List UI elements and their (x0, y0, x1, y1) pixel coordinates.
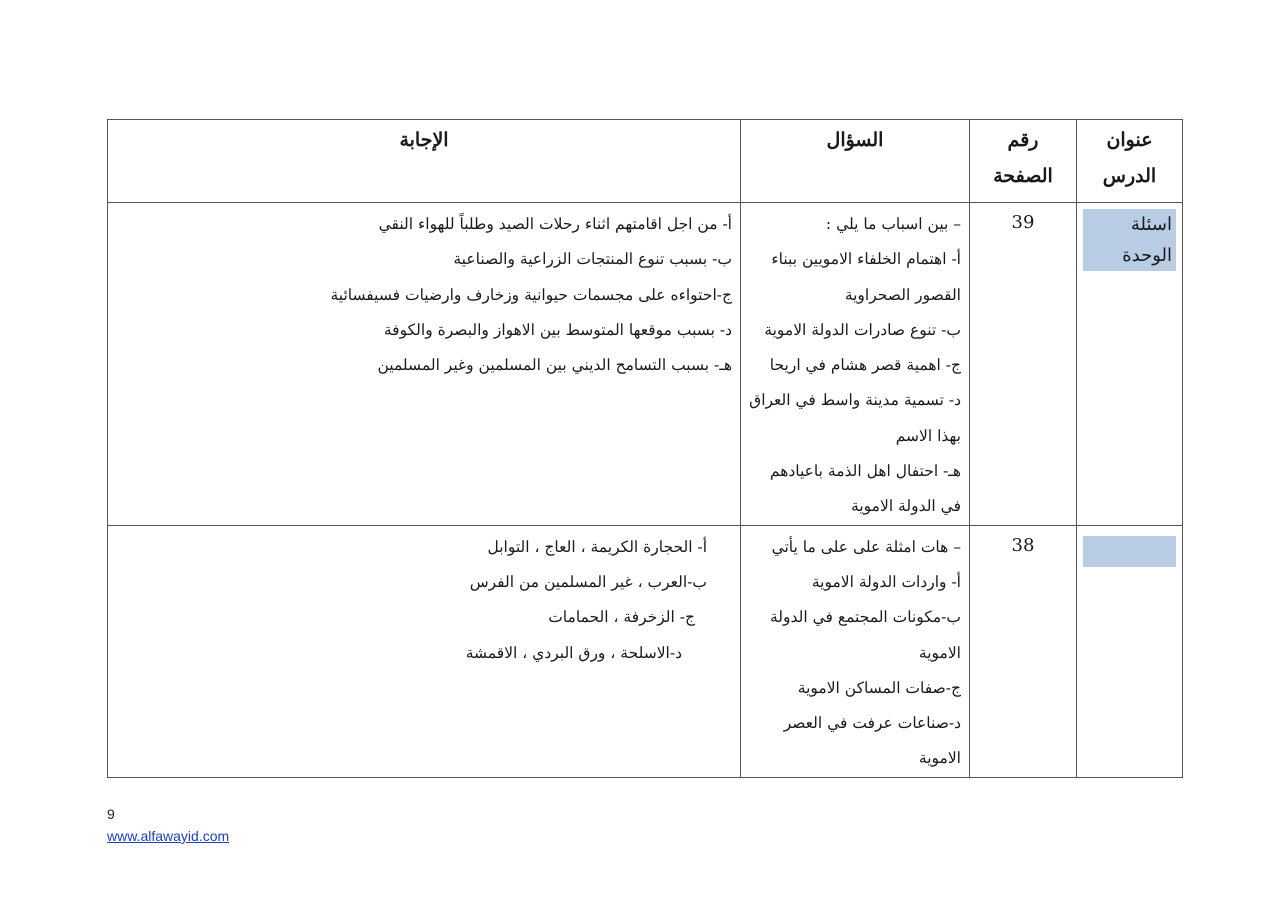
answer-line: د-الاسلحة ، ورق البردي ، الاقمشة (465, 643, 682, 662)
footer-website-link[interactable]: www.alfawayid.com (107, 828, 230, 844)
lesson-title: اسئلة الوحدة (1083, 209, 1176, 271)
page-number-cell: 38 (970, 525, 1077, 777)
header-page-number: رقم الصفحة (970, 120, 1077, 203)
question-line: د-صناعات عرفت في العصر (783, 714, 961, 733)
header-question: السؤال (741, 120, 970, 203)
header-lesson-title: عنوان الدرس (1077, 120, 1183, 203)
answer-line: ج- الزخرفة ، الحمامات (548, 608, 695, 627)
answer-line: د- بسبب موقعها المتوسط بين الاهواز والبصرة والكوفة (383, 320, 732, 339)
lesson-title-cell (1077, 525, 1183, 777)
question-line: ج-صفات المساكن الاموية (797, 678, 961, 697)
answer-list (108, 526, 740, 671)
answer-line: أ- الحجارة الكريمة ، العاج ، التوابل (487, 537, 707, 556)
question-line: في الدولة الاموية (851, 497, 961, 516)
question-line: د- تسمية مدينة واسط في العراق (749, 391, 961, 410)
table-header-row (108, 120, 1183, 203)
answer-line: ب- بسبب تنوع المنتجات الزراعية والصناعية (453, 250, 732, 269)
header-answer: الإجابة (108, 120, 741, 203)
question-line: الاموية (918, 749, 961, 768)
question-line: هـ- احتفال اهل الذمة باعيادهم (769, 462, 961, 481)
answer-line: هـ- بسبب التسامح الديني بين المسلمين وغير المسلمين (377, 356, 732, 375)
question-line: بهذا الاسم (895, 426, 961, 445)
question-line: ب- تنوع صادرات الدولة الاموية (764, 320, 961, 339)
answer-line: ب-العرب ، غير المسلمين من الفرس (469, 572, 707, 591)
question-line: القصور الصحراوية (844, 285, 961, 304)
answer-cell (108, 525, 741, 777)
question-line: الاموية (918, 643, 961, 662)
question-line: أ- اهتمام الخلفاء الامويين ببناء (771, 250, 961, 269)
question-list (741, 203, 969, 525)
answer-line: ج-احتواءه على مجسمات حيوانية وزخارف وارضيات فسيفسائية (330, 285, 732, 304)
answer-list (108, 203, 740, 383)
lesson-title-cell (1077, 203, 1183, 526)
lesson-questions-table (107, 119, 1183, 778)
answer-cell (108, 203, 741, 526)
question-line: ب-مكونات المجتمع في الدولة (769, 608, 961, 627)
question-line: – بين اسباب ما يلي : (825, 215, 961, 233)
question-line: ج- اهمية قصر هشام في اريحا (769, 356, 961, 375)
question-list (741, 526, 969, 777)
question-cell (741, 203, 970, 526)
question-line: أ- واردات الدولة الاموية (811, 572, 961, 591)
answer-line: أ- من اجل اقامتهم اثناء رحلات الصيد وطلباً للهواء النقي (378, 215, 732, 233)
question-cell (741, 525, 970, 777)
footer-page-number: 9 (107, 806, 115, 822)
table-row (108, 525, 1183, 777)
table-row (108, 203, 1183, 526)
lesson-title (1083, 536, 1176, 567)
question-line: – هات امثلة على على ما يأتي (771, 537, 961, 556)
page-number-cell: 39 (970, 203, 1077, 526)
